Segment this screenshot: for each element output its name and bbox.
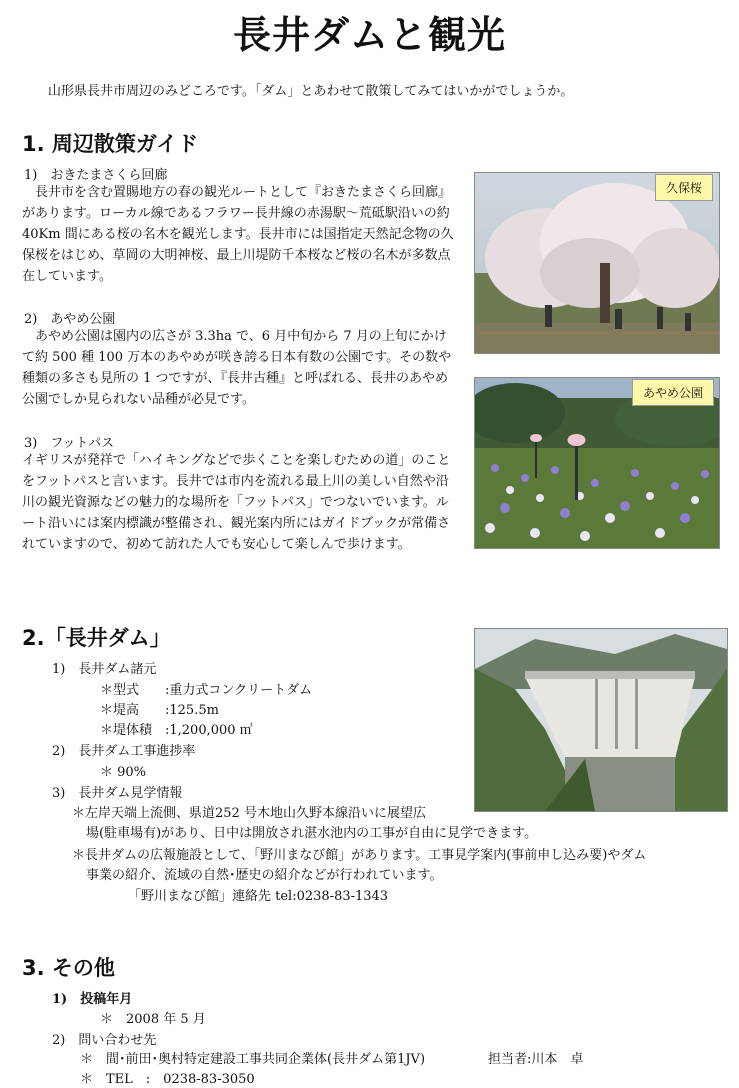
item-sakura-label: 1) おきたまさくら回廊 [24,168,168,183]
contact-info: 「野川まなび館」連絡先 tel:0238-83-1343 [128,889,389,904]
photo1-caption: 久保桜 [655,174,713,201]
post-date-label: 1) 投稿年月 [52,992,133,1007]
tour-info-1b: 場(駐車場有)があり、日中は開放され湛水池内の工事が自由に見学できます。 [86,826,538,841]
section2-heading: 2.「長井ダム」 [22,626,171,650]
contact-label: 2) 問い合わせ先 [52,1033,157,1048]
item-footpath-body: イギリスが発祥で「ハイキングなどで歩くことを楽しむための道」のことをフットパスと言います。長井では市内を流れる最上川の美しい自然や沿川の観光資源などの魅力的な場所を「フットパス」でつないでいます。ルート沿いには案内標識が整備され、観光案内所にはガイドブックが常備されていますので、初めて訪れた人でも安心して楽しんで歩けます。 [22,453,451,552]
dam-volume: ＊堤体積 :1,200,000 ㎥ [100,723,253,738]
tour-label: 3) 長井ダム見学情報 [52,786,183,801]
item-ayame-label: 2) あやめ公園 [24,312,116,327]
page-title: 長井ダムと観光 [232,13,506,57]
item-ayame-body: あやめ公園は園内の広さが 3.3ha で、6 月中旬から 7 月の上旬にかけて約 500 種 100 万本のあやめが咲き誇る日本有数の公園です。その数や種類の多さも見所の 1 つですが、『長井古種』と呼ばれる、長井のあやめ公園でしか見られない品種が必見です。 [22,329,452,407]
dam-photo [474,628,728,812]
progress-label: 2) 長井ダム工事進捗率 [52,744,196,759]
section1-heading: 1. 周辺散策ガイド [22,132,199,156]
photo2-caption: あやめ公園 [632,379,714,406]
dam-specs-label: 1) 長井ダム諸元 [52,662,157,677]
intro-text: 山形県長井市周辺のみどころです。「ダム」とあわせて散策してみてはいかがでしょうか。 [48,84,574,99]
post-date: ＊ 2008 年 5 月 [100,1012,206,1027]
item-footpath-label: 3) フットパス [24,436,115,451]
contact-person: 担当者:川本 卓 [488,1052,584,1067]
progress-value: ＊ 90% [100,765,147,780]
dam-height: ＊堤高 :125.5m [100,703,219,718]
dam-type: ＊型式 :重力式コンクリートダム [100,683,313,698]
tour-info-2b: 事業の紹介、流域の自然･歴史の紹介などが行われています。 [86,868,443,883]
section3-heading: 3. その他 [22,956,115,980]
contact-tel: ＊ TEL : 0238-83-3050 [80,1072,255,1087]
item-sakura-body: 長井市を含む置賜地方の春の観光ルートとして『おきたまさくら回廊』があります。ローカル線であるフラワー長井線の赤湯駅～荒砥駅沿いの約 40Km 間にある桜の名木を観光します。長井市には国指定天然記念物の久保桜をはじめ、草岡の大明神桜、最上川堤防千本桜など桜の名木が多数点在しています。 [22,185,454,284]
tour-info-2a: ＊長井ダムの広報施設として、「野川まなび館」があります。工事見学案内(事前申し込み要)やダム [72,848,647,863]
tour-info-1a: ＊左岸天端上流側、県道252 号木地山久野本線沿いに展望広 [72,806,426,821]
contact-company: ＊ 間･前田･奥村特定建設工事共同企業体(長井ダム第1JV) [80,1052,426,1067]
